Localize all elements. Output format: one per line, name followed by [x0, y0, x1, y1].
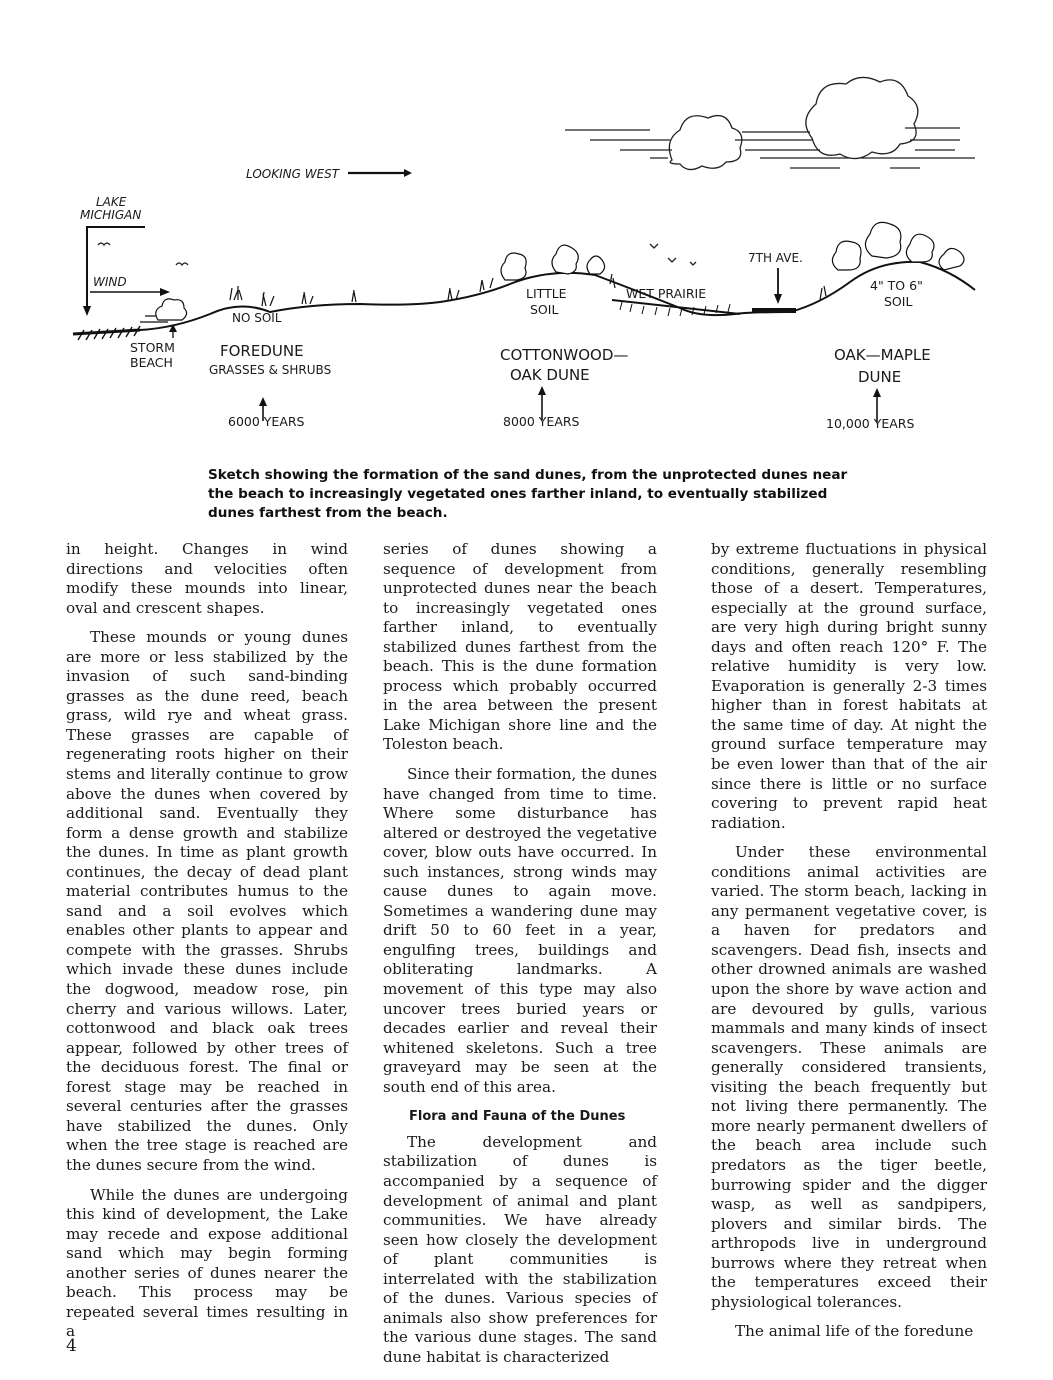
age-8000-label: 8000 YEARS [503, 414, 580, 429]
looking-west-label: LOOKING WEST [246, 167, 340, 181]
paragraph: The development and stabilization of dunes is accompanied by a sequence of development of animal and plant communities. We have already seen how closely the development of plant communities is interrelated with the stabilization of the dunes. Various species of animals also show preferences for the various dune stages. The sand dune habitat is characterized [383, 1132, 657, 1366]
paragraph: in height. Changes in wind directions and velocities often modify these mounds into linear, oval and crescent shapes. [66, 540, 348, 617]
arrow-up-icon [873, 388, 881, 397]
arrow-up-icon [538, 386, 546, 395]
soil-depth-label: 4" TO 6" [870, 278, 923, 293]
paragraph: Since their formation, the dunes have changed from time to time. Where some disturbance has altered or destroyed the vegetative cover, blow outs have occurred. In such instances, strong winds may cause dunes to again move. Sometimes a wandering dune may drift 50 to 60 feet in a year, engulfing trees, buildings and obliterating landmarks. A movement of this type may also uncover trees buried years or decades earlier and reveal their whitened skeletons. Such a tree graveyard may be seen at the south end of this area. [383, 765, 657, 1096]
oak-maple-label-2: DUNE [858, 368, 902, 386]
oak-maple-label: OAK—MAPLE [834, 346, 931, 364]
text-column-2 [383, 540, 657, 1377]
figure-caption: Sketch showing the formation of the sand dunes, from the unprotected dunes near the beach to increasingly vegetated ones farther inland, to eventually stabilized dunes farthest from the beach. [208, 467, 848, 521]
paragraph: by extreme fluctuations in physical conditions, generally resembling those of a desert. Temperatures, especially at the ground surface, are very high during bright sunny days and often reach 120° F. The relative humidity is very low. Evaporation is generally 2-3 times higher than in forest habitats at the same time of day. At night the ground surface temperature may be even lower than that of the air since there is little or no surface covering to prevent rapid heat radiation. [711, 540, 987, 832]
wind-label: WIND [93, 275, 127, 289]
section-heading: Flora and Fauna of the Dunes [409, 1109, 626, 1125]
arrow-right-icon [160, 288, 170, 296]
shrub-icon [156, 299, 187, 320]
little-soil-label: LITTLE [526, 286, 567, 301]
no-soil-label: NO SOIL [232, 311, 282, 325]
text-column-1 [66, 540, 348, 1352]
paragraph: series of dunes showing a sequence of development from unprotected dunes near the beach to increasingly vegetated ones farther inland, to eventually stabilized dunes farthest from the beach. This is the dune formation process which probably occurred in the area between the present Lake Michigan shore line and the Toleston beach. [383, 540, 657, 754]
soil-depth-label-2: SOIL [884, 294, 913, 309]
arrow-down-icon [774, 294, 782, 304]
dune-formation-sketch [0, 0, 1053, 460]
tree-icon [501, 222, 964, 280]
paragraph: Under these environmental conditions animal activities are varied. The storm beach, lacking in any permanent vegetative cover, is a haven for predators and scavengers. Dead fish, insects and other drowned animals are washed upon the shore by wave action and are devoured by gulls, various mammals and many kinds of insect scavengers. These animals are generally considered transients, visiting the beach frequently but not living there permanently. The more nearly permanent dwellers of the beach area include such predators as the tiger beetle, burrowing spider and the digger wasp, as well as sandpipers, plovers and similar birds. The arthropods live in underground burrows where they retreat when the temperatures exceed their physiological tolerances. [711, 843, 987, 1311]
page-number: 4 [66, 1336, 77, 1356]
lake-label-2: MICHIGAN [80, 208, 142, 222]
bird-icon [98, 243, 696, 265]
seventh-ave-label: 7TH AVE. [748, 251, 803, 265]
cottonwood-oak-label-2: OAK DUNE [510, 366, 590, 384]
storm-beach-label: STORM [130, 340, 175, 355]
wet-prairie-label: WET PRAIRIE [626, 286, 707, 301]
paragraph: While the dunes are undergoing this kind of development, the Lake may recede and expose additional sand which may begin forming another series of dunes nearer the beach. This process may be repeated several times resulting in a [66, 1185, 348, 1341]
grasses-label: GRASSES & SHRUBS [209, 363, 332, 377]
text-column-3 [711, 540, 987, 1352]
paragraph: These mounds or young dunes are more or less stabilized by the invasion of such sand-binding grasses as the dune reed, beach grass, wild rye and wheat grass. These grasses are capable of regenerating roots higher on their stems and literally continue to grow above the dunes when covered by additional sand. Eventually they form a dense growth and stabilize the dunes. In time as plant growth continues, the decay of dead plant material contributes humus to the sand and a soil evolves which enables other plants to appear and compete with the grasses. Shrubs which invade these dunes include the dogwood, meadow rose, pin cherry and various willows. Later, cottonwood and black oak trees appear, followed by other trees of the deciduous forest. The final or forest stage may be reached in several centuries after the grasses have stabilized the dunes. Only when the tree stage is reached are the dunes secure from the wind. [66, 628, 348, 1174]
paragraph: The animal life of the foredune [735, 1322, 974, 1341]
cottonwood-oak-label: COTTONWOOD— [500, 346, 629, 364]
age-6000-label: 6000 YEARS [228, 414, 305, 429]
foredune-label: FOREDUNE [220, 342, 304, 360]
lake-label: LAKE [96, 195, 127, 209]
arrow-up-icon [259, 397, 267, 406]
road-segment [752, 308, 796, 313]
little-soil-label-2: SOIL [530, 302, 559, 317]
storm-beach-hatch [73, 326, 140, 340]
arrow-right-icon [404, 169, 412, 177]
cloud-icon [565, 77, 975, 169]
age-10000-label: 10,000 YEARS [826, 416, 915, 431]
storm-beach-label-2: BEACH [130, 355, 173, 370]
